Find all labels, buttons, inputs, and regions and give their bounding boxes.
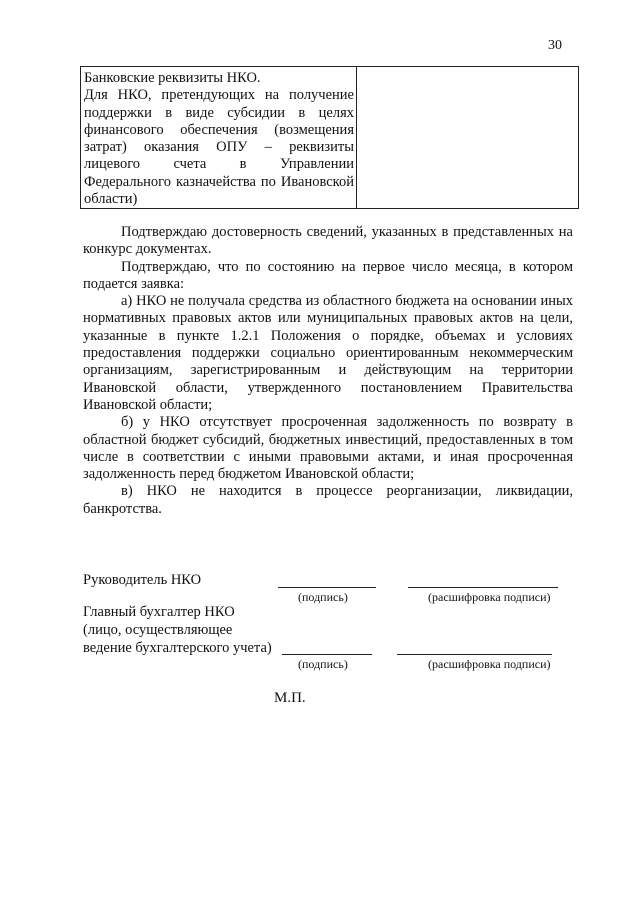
requisites-label-cell	[81, 67, 357, 208]
requisites-title: Банковские реквизиты НКО.	[84, 70, 261, 86]
requisites-table	[80, 66, 579, 209]
accountant-signature-line[interactable]	[282, 654, 372, 655]
accountant-label-line2: (лицо, осуществляющее	[83, 622, 233, 638]
head-signature-caption: (подпись)	[298, 590, 348, 604]
page-number: 30	[548, 38, 562, 53]
accountant-label-line1: Главный бухгалтер НКО	[83, 604, 235, 620]
paragraph-item-b: б) у НКО отсутствует просроченная задолженность по возврату в областной бюджет субсидий, бюджетных инвестиций, предоставленных в том числе в соответствии с иными правовыми актами, и иная просроченная задолженность перед бюджетом Ивановской области;	[83, 414, 573, 483]
head-decode-caption: (расшифровка подписи)	[428, 590, 551, 604]
head-signature-line[interactable]	[278, 587, 376, 588]
paragraph-confirm-status: Подтверждаю, что по состоянию на первое число месяца, в котором подается заявка:	[83, 258, 573, 292]
head-decode-line[interactable]	[408, 587, 558, 588]
accountant-decode-line[interactable]	[397, 654, 552, 655]
paragraph-item-c: в) НКО не находится в процессе реорганизации, ликвидации, банкротства.	[83, 483, 573, 517]
requisites-value-cell[interactable]	[357, 67, 578, 208]
requisites-description: Для НКО, претендующих на получение поддержки в виде субсидии в целях финансового обеспечения (возмещения затрат) оказания ОПУ – реквизиты лицевого счета в Управлении Федерального казначейства по Ивановской области)	[84, 87, 354, 208]
confirmation-text	[83, 224, 573, 518]
accountant-decode-caption: (расшифровка подписи)	[428, 657, 551, 671]
paragraph-item-a: а) НКО не получала средства из областного бюджета на основании иных нормативных правовых актов или муниципальных правовых актов на цели, указанные в пункте 1.2.1 Положения о порядке, объемах и условиях предоставления поддержки социально ориентированным некоммерческим организациям, зарегистрированным и действующим на территории Ивановской области, утвержденного постановлением Правительства Ивановской области;	[83, 293, 573, 413]
accountant-signature-caption: (подпись)	[298, 657, 348, 671]
accountant-label-line3: ведение бухгалтерского учета)	[83, 640, 272, 656]
head-label: Руководитель НКО	[83, 572, 202, 588]
stamp-place: М.П.	[274, 690, 306, 706]
paragraph-confirm-accuracy: Подтверждаю достоверность сведений, указанных в представленных на конкурс документах.	[83, 224, 573, 258]
